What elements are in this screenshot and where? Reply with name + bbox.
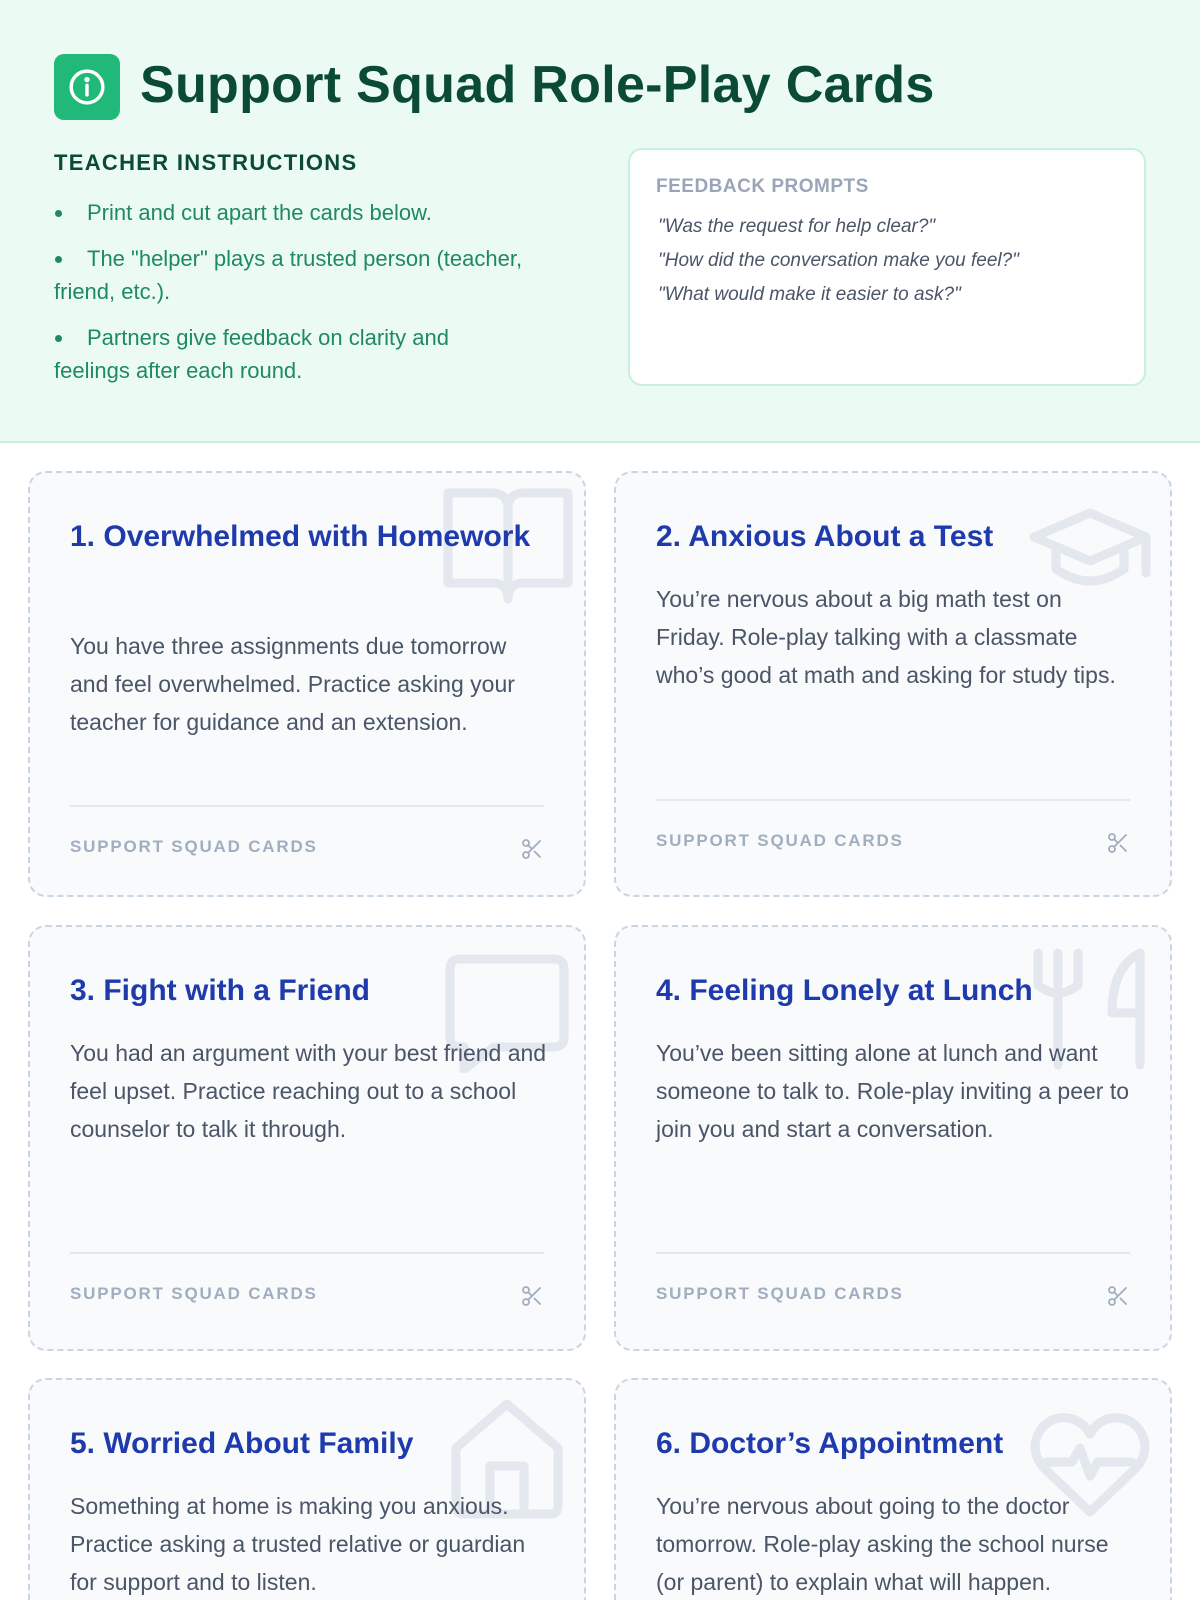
bullet-icon — [55, 210, 62, 217]
card-text: Something at home is making you anxious. Practice asking a trusted relative or guardian for support and to listen. — [70, 1493, 526, 1595]
card-text: You’re nervous about going to the doctor tomorrow. Role-play asking the school nurse (or parent) to explain what will happen. — [656, 1493, 1109, 1595]
instructions-list — [54, 196, 524, 400]
card-text: You have three assignments due tomorrow and feel overwhelmed. Practice asking your teacher for guidance and an extension. — [70, 633, 515, 735]
instruction-item: The "helper" plays a trusted person (teacher, friend, etc.). — [54, 246, 523, 304]
role-play-card — [28, 471, 586, 897]
card-title: 5. Worried About Family — [70, 1427, 414, 1460]
card-title: 3. Fight with a Friend — [70, 974, 370, 1007]
card-title: 1. Overwhelmed with Homework — [70, 520, 531, 553]
card-text: You’ve been sitting alone at lunch and want someone to talk to. Role-play inviting a peer to join you and start a conversation. — [656, 1040, 1130, 1142]
card-footer: SUPPORT SQUAD CARDS — [656, 1284, 904, 1303]
role-play-card — [614, 925, 1172, 1351]
card-footer: SUPPORT SQUAD CARDS — [656, 831, 904, 850]
role-play-card — [614, 471, 1172, 897]
card-title: 6. Doctor’s Appointment — [656, 1427, 1004, 1460]
feedback-prompt: "Was the request for help clear?" — [658, 216, 936, 237]
scissors-icon — [1106, 1284, 1130, 1308]
card-text: You had an argument with your best friend and feel upset. Practice reaching out to a school counselor to talk it through. — [70, 1040, 547, 1142]
bullet-icon — [55, 335, 62, 342]
card-footer: SUPPORT SQUAD CARDS — [70, 1284, 318, 1303]
scissors-icon — [520, 837, 544, 861]
card-divider — [656, 1252, 1130, 1254]
card-footer: SUPPORT SQUAD CARDS — [70, 837, 318, 856]
page-title: Support Squad Role-Play Cards — [140, 56, 935, 114]
role-play-card — [28, 925, 586, 1351]
bullet-icon — [55, 256, 62, 263]
instruction-item: Partners give feedback on clarity and feelings after each round. — [54, 325, 449, 383]
instructions-heading: TEACHER INSTRUCTIONS — [54, 150, 358, 175]
card-title: 4. Feeling Lonely at Lunch — [656, 974, 1033, 1007]
card-divider — [70, 1252, 544, 1254]
card-text: You’re nervous about a big math test on Friday. Role-play talking with a classmate who’s good at math and asking for study tips. — [656, 586, 1116, 688]
role-play-card — [28, 1378, 586, 1600]
instructions-header — [0, 0, 1200, 443]
info-circle-icon — [54, 54, 120, 120]
card-divider — [656, 799, 1130, 801]
role-play-card — [614, 1378, 1172, 1600]
scissors-icon — [520, 1284, 544, 1308]
feedback-prompts-box — [628, 148, 1146, 386]
instruction-item: Print and cut apart the cards below. — [54, 196, 524, 229]
card-title: 2. Anxious About a Test — [656, 520, 994, 553]
card-divider — [70, 805, 544, 807]
scissors-icon — [1106, 831, 1130, 855]
feedback-prompt: "What would make it easier to ask?" — [658, 284, 961, 305]
feedback-prompt: "How did the conversation make you feel?" — [658, 250, 1019, 271]
feedback-heading: FEEDBACK PROMPTS — [656, 176, 869, 197]
